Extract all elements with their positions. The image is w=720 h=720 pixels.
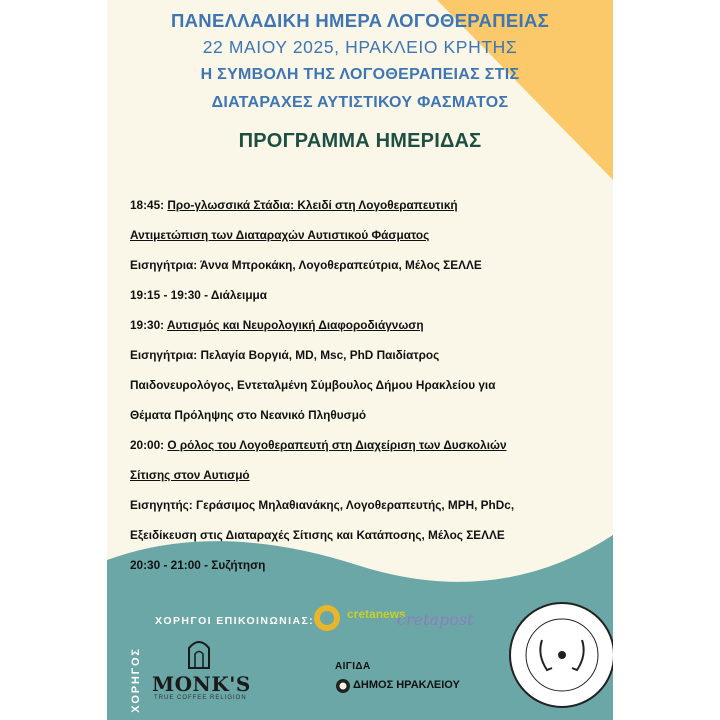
session-1-title-cont: Αντιμετώπιση των Διαταραχών Αυτιστικού Φάσματος: [130, 228, 430, 242]
event-date-location: 22 ΜΑΙΟΥ 2025, ΗΡΑΚΛΕΙΟ ΚΡΗΤΗΣ: [202, 37, 518, 57]
break: 19:15 - 19:30 - Διάλειμμα: [130, 288, 268, 302]
event-theme-line2: ΔΙΑΤΑΡΑΧΕΣ ΑΥΤΙΣΤΙΚΟΥ ΦΑΣΜΑΤΟΣ: [211, 94, 509, 111]
poster: [107, 0, 613, 720]
monks-tagline: TRUE COFFEE RELIGION: [154, 695, 247, 701]
session-3-speaker: Εισηγητής: Γεράσιμος Μηλαθιανάκης, Λογοθεραπευτής, MPH, PhDc,: [130, 498, 515, 512]
event-theme-line1: Η ΣΥΜΒΟΛΗ ΤΗΣ ΛΟΓΟΘΕΡΑΠΕΙΑΣ ΣΤΙΣ: [200, 66, 520, 83]
monastery-logo-icon: [187, 636, 211, 670]
media-sponsors-label: ΧΟΡΗΓΟΙ ΕΠΙΚΟΙΝΩΝΙΑΣ:: [155, 615, 315, 627]
session-3-title-cont: Σίτισης στον Αυτισμό: [130, 468, 250, 482]
session-2-speaker-cont: Παιδονευρολόγος, Εντεταλμένη Σύμβουλος Δήμου Ηρακλείου για: [130, 378, 496, 392]
session-2-title-line: [130, 316, 600, 346]
session-3-speaker-cont: Εξειδίκευση στις Διαταραχές Σίτισης και Κατάποσης, Μέλος ΣΕΛΛΕ: [130, 528, 505, 542]
session-1-title-line2: [130, 226, 600, 256]
sponsor-label: ΧΟΡΗΓΟΣ: [129, 647, 142, 713]
session-2-time: 19:30:: [130, 318, 165, 332]
header: [107, 8, 613, 117]
cretapost-logo: cretapost: [397, 610, 474, 629]
program-title: ΠΡΟΓΡΑΜΜΑ ΗΜΕΡΙΔΑΣ: [238, 130, 482, 152]
association-seal-icon: [507, 600, 613, 710]
session-2-speaker: Εισηγήτρια: Πελαγία Βοργιά, MD, Msc, PhD Παιδίατρος: [130, 348, 440, 362]
municipality-seal-icon: [335, 678, 351, 694]
event-title: ΠΑΝΕΛΛΑΔΙΚΗ ΗΜΕΡΑ ΛΟΓΟΘΕΡΑΠΕΙΑΣ: [170, 10, 550, 31]
session-2-speaker-cont2: Θέματα Πρόληψης στο Νεανικό Πληθυσμό: [130, 408, 367, 422]
session-1-title-line: [130, 196, 600, 226]
session-3-title-line2: [130, 466, 600, 496]
session-3-title-line: [130, 436, 600, 466]
municipality-name: ΔΗΜΟΣ ΗΡΑΚΛΕΙΟΥ: [353, 679, 460, 691]
session-2-title: Αυτισμός και Νευρολογική Διαφοροδιάγνωση: [166, 318, 424, 332]
schedule: [130, 196, 600, 586]
monks-logo-text: MONK'S: [152, 672, 251, 696]
auspices-label: ΑΙΓΙΔΑ: [335, 661, 371, 672]
discussion: 20:30 - 21:00 - Συζήτηση: [130, 558, 266, 572]
cretanews-logo-icon: [312, 603, 342, 633]
session-1-title: Προ-γλωσσικά Στάδια: Κλειδί στη Λογοθεραπευτική: [167, 198, 458, 212]
session-3-title: Ο ρόλος του Λογοθεραπευτή στη Διαχείριση των Δυσκολιών: [167, 438, 507, 452]
session-3-time: 20:00:: [130, 438, 165, 452]
session-1-speaker: Εισηγήτρια: Άννα Μπροκάκη, Λογοθεραπεύτρια, Μέλος ΣΕΛΛΕ: [130, 258, 482, 272]
cretanews-logo-text: cretanews: [347, 607, 406, 621]
session-1-time: 18:45:: [130, 198, 165, 212]
